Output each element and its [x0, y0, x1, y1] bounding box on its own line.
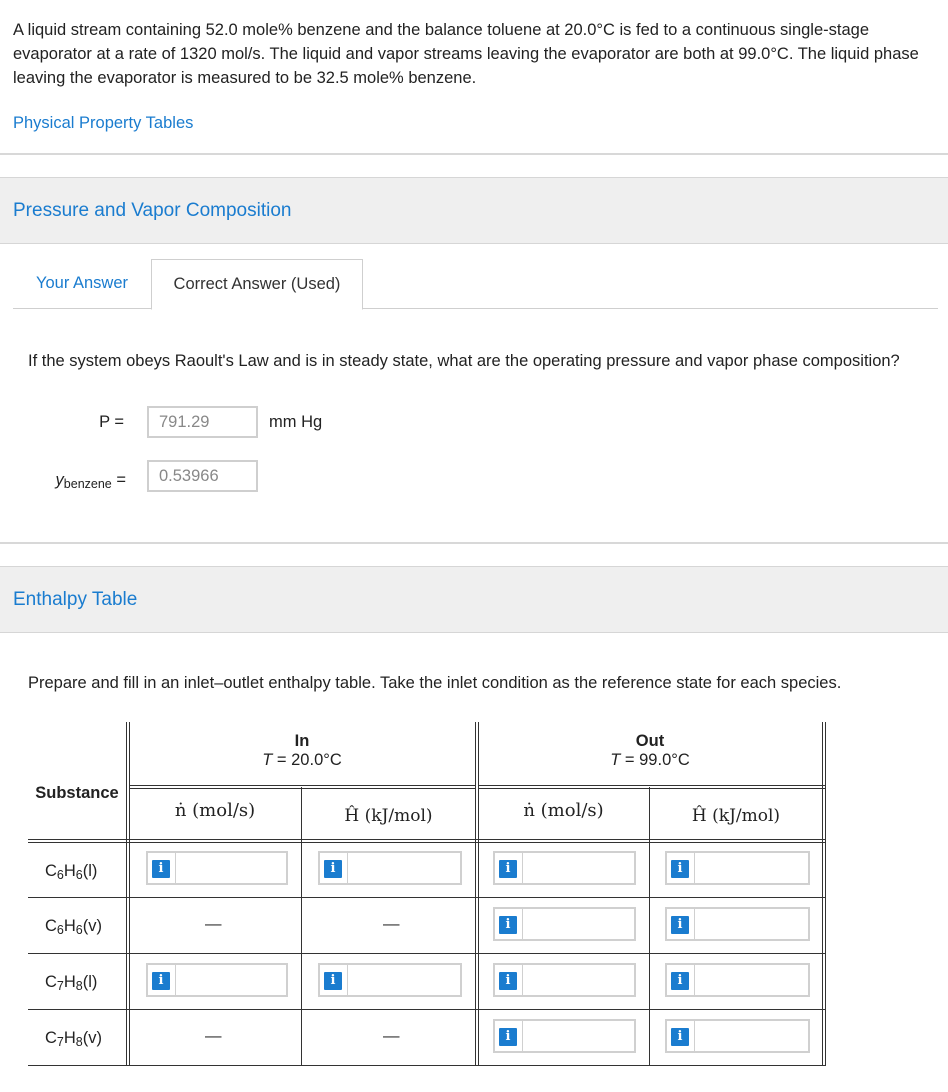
info-icon[interactable]: i [152, 860, 170, 878]
physical-property-tables-link[interactable]: Physical Property Tables [13, 114, 194, 132]
divider [0, 542, 948, 544]
empty-cell-dash: — [205, 915, 222, 933]
problem-statement: A liquid stream containing 52.0 mole% benzene and the balance toluene at 20.0°C is fed to a continuous single-stage evaporator at a rate of 1320 mol/s. The liquid and vapor streams leaving the evaporator are both at 99.0°C. The liquid phase leaving the evaporator is measured to be 32.5 mole% benzene. [13, 21, 919, 87]
in-header: In T = 20.0°C [262, 732, 342, 769]
input-in-ndot-c7h8-liquid[interactable] [146, 963, 288, 997]
input-in-hhat-c7h8-liquid[interactable] [318, 963, 462, 997]
pressure-label: P = [99, 413, 124, 431]
tab-correct-answer[interactable]: Correct Answer (Used) [151, 259, 363, 310]
info-icon[interactable]: i [671, 860, 689, 878]
info-icon[interactable]: i [671, 916, 689, 934]
pressure-unit: mm Hg [269, 413, 323, 431]
y-benzene-label [20, 471, 126, 491]
answer-tabs [13, 259, 938, 309]
info-icon[interactable]: i [499, 860, 517, 878]
section-header-pressure[interactable] [0, 177, 948, 244]
empty-cell-dash: — [383, 915, 400, 933]
info-icon[interactable]: i [671, 972, 689, 990]
y-subscript: benzene [63, 477, 112, 491]
empty-cell-dash: — [383, 1027, 400, 1045]
input-out-hhat-c6h6-vapor[interactable] [665, 907, 810, 941]
input-out-hhat-c6h6-liquid[interactable] [665, 851, 810, 885]
y-symbol: y [55, 471, 64, 489]
input-out-hhat-c7h8-liquid[interactable] [665, 963, 810, 997]
y-equals: = [116, 471, 126, 489]
row-label-c6h6-liquid: $C_6H_6(l)$ [45, 862, 98, 882]
section-title: Pressure and Vapor Composition [13, 200, 292, 221]
enthalpy-table [28, 722, 826, 1066]
row-label-c7h8-vapor: $C_7H_8(v)$ [45, 1029, 102, 1049]
info-icon[interactable]: i [499, 972, 517, 990]
info-icon[interactable]: i [499, 916, 517, 934]
in-title: In [294, 732, 310, 750]
divider [0, 153, 948, 155]
substance-header: Substance [35, 784, 119, 802]
in-hhat-header: Ĥ (kJ/mol) [344, 806, 433, 826]
enthalpy-prompt: Prepare and fill in an inlet–outlet enthalpy table. Take the inlet condition as the reference state for each species. [28, 674, 842, 692]
row-label-c6h6-vapor: $C_6H_6(v)$ [45, 917, 102, 937]
in-ndot-header: ṅ (mol/s) [174, 800, 256, 821]
input-out-ndot-c7h8-vapor[interactable] [493, 1019, 636, 1053]
section-title: Enthalpy Table [13, 589, 138, 610]
input-in-ndot-c6h6-liquid[interactable] [146, 851, 288, 885]
out-ndot-header: ṅ (mol/s) [523, 800, 604, 821]
info-icon[interactable]: i [671, 1028, 689, 1046]
empty-cell-dash: — [205, 1027, 222, 1045]
out-hhat-header: Ĥ (kJ/mol) [691, 806, 781, 826]
tab-your-answer[interactable]: Your Answer [35, 274, 129, 292]
input-out-hhat-c7h8-vapor[interactable] [665, 1019, 810, 1053]
info-icon[interactable]: i [499, 1028, 517, 1046]
input-in-hhat-c6h6-liquid[interactable] [318, 851, 462, 885]
question-text: If the system obeys Raoult's Law and is in steady state, what are the operating pressure and vapor phase composition? [28, 352, 900, 370]
section-header-enthalpy[interactable] [0, 566, 948, 633]
row-label-c7h8-liquid: $C_7H_8(l)$ [45, 973, 98, 993]
pressure-field[interactable]: 791.29 [147, 406, 258, 438]
out-header: Out T = 99.0°C [610, 732, 690, 769]
info-icon[interactable]: i [324, 860, 342, 878]
input-out-ndot-c6h6-liquid[interactable] [493, 851, 636, 885]
input-out-ndot-c7h8-liquid[interactable] [493, 963, 636, 997]
info-icon[interactable]: i [324, 972, 342, 990]
input-out-ndot-c6h6-vapor[interactable] [493, 907, 636, 941]
info-icon[interactable]: i [152, 972, 170, 990]
out-title: Out [635, 732, 665, 750]
y-benzene-field[interactable]: 0.53966 [147, 460, 258, 492]
